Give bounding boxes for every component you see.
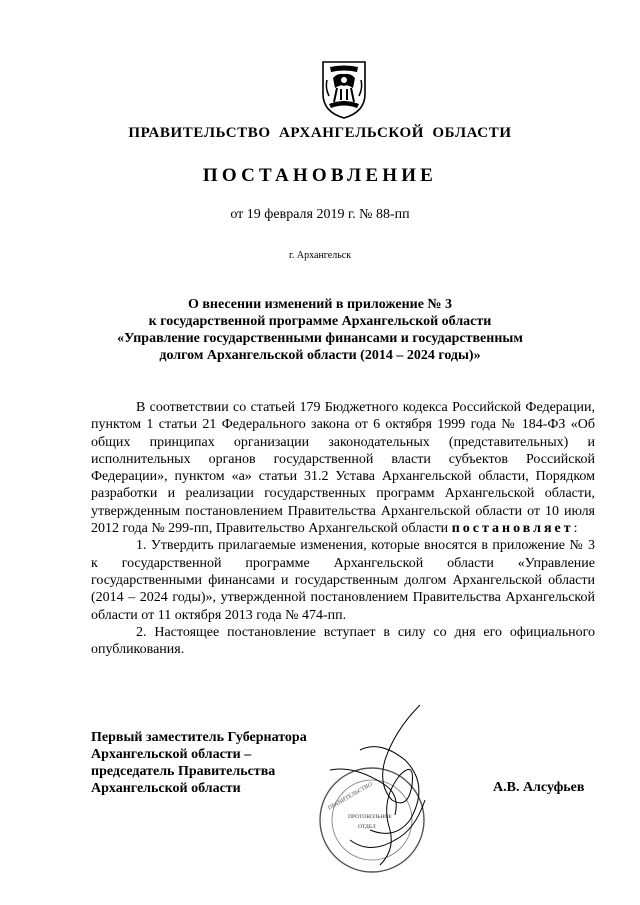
- position-line: Первый заместитель Губернатора: [91, 730, 307, 745]
- item-1-paragraph: 1. Утвердить прилагаемые изменения, которые вносятся в приложение № 3 к государственной программе Архангельской области «Управление государственными финансами и государственным долгом Архангельской области (2014 – 2024 годы)», утвержденной постановлением Правительства Архангельской области от 11 октября 2013 года № 474-пп.: [91, 538, 595, 623]
- item-2-paragraph: 2. Настоящее постановление вступает в силу со дня его официального опубликования.: [91, 624, 595, 658]
- subject-line: к государственной программе Архангельской области: [148, 314, 492, 329]
- document-type-title: ПОСТАНОВЛЕНИЕ: [202, 165, 438, 186]
- coat-of-arms-emblem: [317, 58, 371, 120]
- preamble-paragraph: [91, 399, 595, 537]
- subject-line: О внесении изменений в приложение № 3: [187, 297, 452, 312]
- official-stamp: [320, 768, 424, 872]
- date-and-number: от 19 февраля 2019 г. № 88-пп: [230, 207, 410, 222]
- position-line: Архангельской области: [91, 781, 241, 796]
- decree-word: постановляет: [451, 521, 574, 537]
- svg-text:ПРОТОКОЛЬНОЕ: ПРОТОКОЛЬНОЕ: [348, 814, 392, 820]
- position-line: Архангельской области –: [91, 747, 252, 762]
- decree-punctuation: :: [573, 521, 578, 537]
- svg-text:ПРАВИТЕЛЬСТВО: ПРАВИТЕЛЬСТВО: [327, 781, 374, 812]
- subject-heading: [0, 296, 640, 364]
- preamble-text: В соответствии со статьей 179 Бюджетного кодекса Российской Федерации, пунктом 1 статьи 21 Федерального закона от 6 октября 1999 года № 184-ФЗ «Об общих принципах организации законодательных (представительных) и исполнительных органов государственной власти субъектов Российской Федерации», пунктом «а» статьи 31.2 Устава Архангельской области, Порядком разработки и реализации государственных программ Архангельской области, утвержденным постановлением Правительства Архангельской области от 10 июля 2012 года № 299-пп, Правительство Архангельской области: [91, 400, 595, 537]
- signature-and-stamp: [300, 690, 450, 880]
- signatory-name: А.В. Алсуфьев: [493, 780, 585, 795]
- signatory-position: [91, 729, 307, 797]
- svg-text:ОТДЕЛ: ОТДЕЛ: [358, 824, 376, 830]
- subject-line: долгом Архангельской области (2014 – 2024 годы)»: [159, 348, 481, 363]
- government-name: ПРАВИТЕЛЬСТВО АРХАНГЕЛЬСКОЙ ОБЛАСТИ: [128, 125, 512, 141]
- position-line: председатель Правительства: [91, 764, 276, 779]
- document-body: [91, 399, 595, 658]
- city-name: г. Архангельск: [288, 250, 352, 261]
- subject-line: «Управление государственными финансами и государственным: [117, 331, 523, 346]
